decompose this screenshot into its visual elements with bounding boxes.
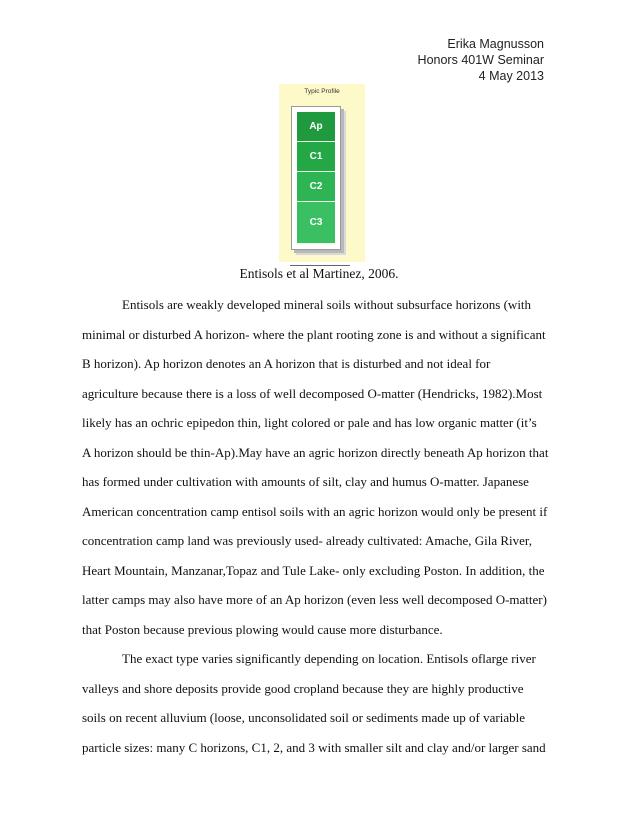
horizon-ap: Ap: [297, 112, 335, 142]
figure-caption: Entisols et al Martinez, 2006.: [239, 266, 399, 281]
paragraph-2-continued: [82, 674, 558, 763]
text-line: A horizon should be thin-Ap).May have an agric horizon directly beneath Ap horizon that: [82, 444, 549, 460]
text-line: Heart Mountain, Manzanar,Topaz and Tule Lake- only excluding Poston. In addition, the: [82, 562, 545, 578]
text-line: The exact type varies significantly depending on location. Entisols oflarge river: [122, 651, 536, 666]
figure-title: Typic Profile: [304, 88, 340, 95]
author-name: Erika Magnusson: [447, 37, 544, 51]
page-header: [418, 36, 544, 84]
text-line: American concentration camp entisol soils with an agric horizon would only be present if: [82, 503, 548, 519]
paragraph-1: [82, 290, 558, 320]
text-line: minimal or disturbed A horizon- where the plant rooting zone is and without a significant: [82, 326, 546, 342]
horizon-c2: C2: [297, 172, 335, 202]
text-line: agriculture because there is a loss of well decomposed O-matter (Hendricks, 1982).Most: [82, 385, 543, 401]
text-line: particle sizes: many C horizons, C1, 2, and 3 with smaller silt and clay and/or larger sand: [82, 739, 546, 755]
text-line: concentration camp land was previously used- already cultivated: Amache, Gila River,: [82, 533, 532, 548]
course-name: Honors 401W Seminar: [417, 53, 544, 67]
text-line: valleys and shore deposits provide good cropland because they are highly productive: [82, 680, 524, 696]
horizon-c3: C3: [297, 202, 335, 244]
paragraph-1-continued: [82, 320, 558, 645]
horizon-c1: C1: [297, 142, 335, 172]
profile-column: [291, 106, 341, 250]
text-line: B horizon). Ap horizon denotes an A horizon that is disturbed and not ideal for: [82, 356, 491, 371]
soil-profile-figure: [279, 84, 365, 262]
paragraph-2: [82, 644, 558, 674]
document-date: 4 May 2013: [478, 69, 544, 83]
text-line: soils on recent alluvium (loose, unconsolidated soil or sediments made up of variable: [82, 710, 525, 725]
body-text: [82, 290, 558, 762]
text-line: that Poston because previous plowing would cause more disturbance.: [82, 621, 443, 637]
text-line: likely has an ochric epipedon thin, light colored or pale and has low organic matter (it’s: [82, 415, 537, 430]
text-line: has formed under cultivation with amounts of silt, clay and humus O-matter. Japanese: [82, 474, 529, 489]
text-line: latter camps may also have more of an Ap horizon (even less well decomposed O-matter): [82, 592, 547, 607]
text-line: Entisols are weakly developed mineral soils without subsurface horizons (with: [122, 297, 532, 312]
